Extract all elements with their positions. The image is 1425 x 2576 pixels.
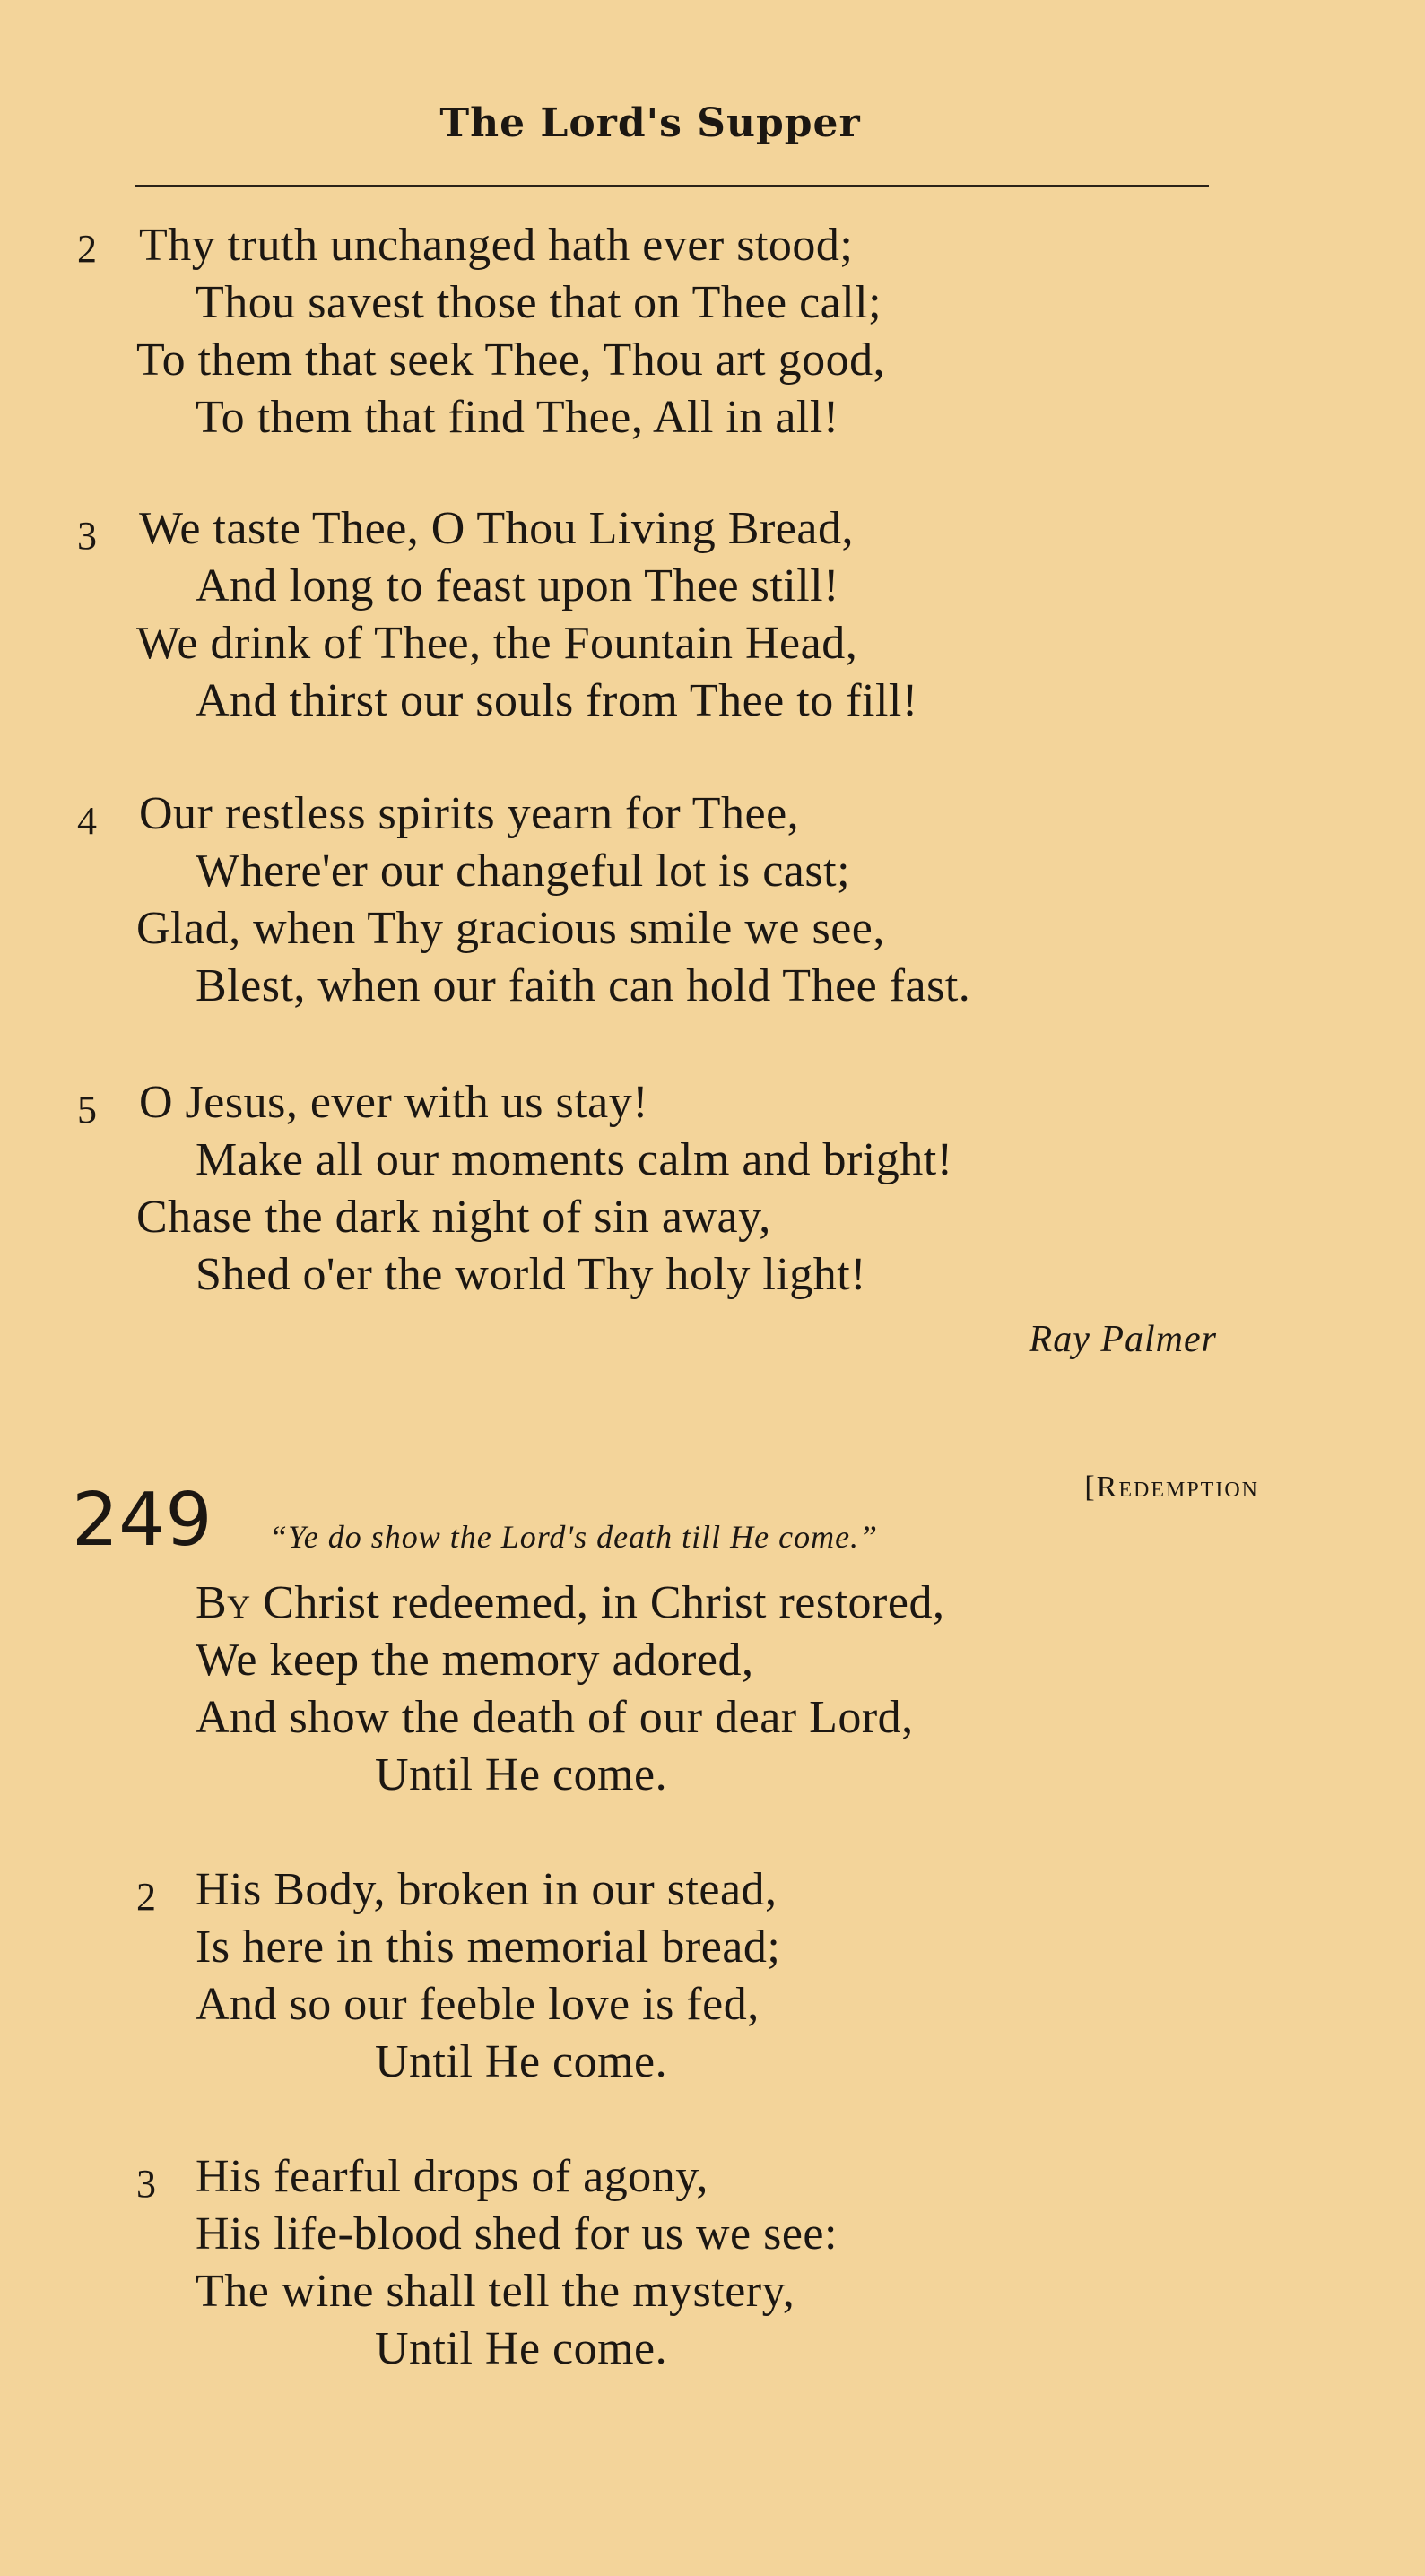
hymn-author: Ray Palmer <box>1029 1319 1217 1360</box>
verse-line: And show the death of our dear Lord, <box>196 1692 914 1743</box>
verse-line: Chase the dark night of sin away, <box>136 1192 771 1243</box>
verse-line: And so our feeble love is fed, <box>196 1979 760 2030</box>
verse-line: We drink of Thee, the Fountain Head, <box>136 618 858 669</box>
verse-line: Glad, when Thy gracious smile we see, <box>136 903 885 954</box>
line-rest: Christ redeemed, in Christ restored, <box>250 1577 945 1628</box>
header-rule <box>135 185 1209 187</box>
verse-line: Where'er our changeful lot is cast; <box>196 846 851 897</box>
verse-line: Our restless spirits yearn for Thee, <box>139 788 800 839</box>
verse-number: 3 <box>77 514 97 558</box>
hymn-epigraph: “Ye do show the Lord's death till He come.” <box>269 1519 879 1555</box>
verse-line: O Jesus, ever with us stay! <box>139 1077 649 1128</box>
verse-line: Thou savest those that on Thee call; <box>196 277 882 328</box>
verse-line: We keep the memory adored, <box>196 1635 754 1686</box>
verse-line: And long to feast upon Thee still! <box>196 560 839 611</box>
verse-line: His fearful drops of agony, <box>196 2151 708 2202</box>
hymn-topic: [Redemption <box>1084 1470 1259 1504</box>
verse-line: Until He come. <box>375 2036 668 2087</box>
verse-number: 2 <box>136 1875 156 1919</box>
verse-line: His life-blood shed for us we see: <box>196 2208 838 2259</box>
verse-number: 4 <box>77 799 97 843</box>
verse-line: To them that find Thee, All in all! <box>196 392 839 443</box>
verse-line: Until He come. <box>375 2323 668 2374</box>
verse-line: To them that seek Thee, Thou art good, <box>136 334 886 386</box>
verse-line: We taste Thee, O Thou Living Bread, <box>139 503 854 554</box>
verse-line <box>196 1576 944 1630</box>
verse-number: 2 <box>77 227 97 271</box>
verse-line: Blest, when our faith can hold Thee fast. <box>196 960 971 1011</box>
verse-line: Shed o'er the world Thy holy light! <box>196 1249 867 1300</box>
verse-number: 3 <box>136 2162 156 2206</box>
verse-number: 5 <box>77 1088 97 1132</box>
running-header: The Lord's Supper <box>439 100 861 146</box>
verse-line: And thirst our souls from Thee to fill! <box>196 675 918 726</box>
verse-line: Make all our moments calm and bright! <box>196 1134 953 1185</box>
hymn-number: 249 <box>72 1478 213 1563</box>
verse-line: Until He come. <box>375 1749 668 1800</box>
verse-line: Is here in this memorial bread; <box>196 1921 781 1973</box>
verse-line: His Body, broken in our stead, <box>196 1864 778 1915</box>
first-word: By <box>196 1577 251 1628</box>
verse-line: The wine shall tell the mystery, <box>196 2266 795 2317</box>
verse-line: Thy truth unchanged hath ever stood; <box>139 220 854 271</box>
